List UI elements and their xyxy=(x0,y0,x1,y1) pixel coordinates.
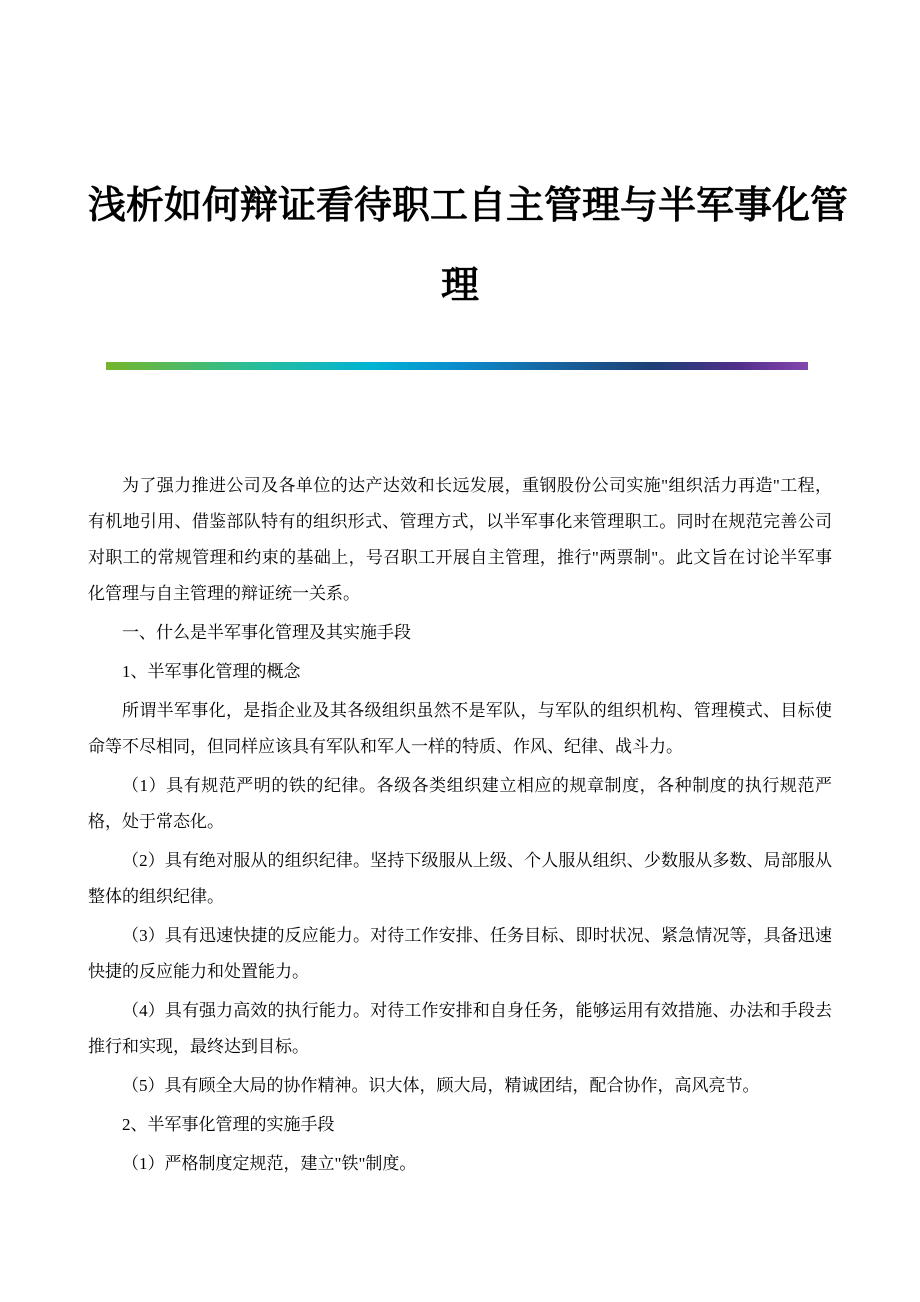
title-line-2: 理 xyxy=(440,265,479,307)
title-line-1: 浅析如何辩证看待职工自主管理与半军事化管 xyxy=(88,185,849,227)
paragraph-body: （1）严格制度定规范，建立"铁"制度。 xyxy=(122,1154,417,1173)
document-title xyxy=(88,0,849,326)
paragraph-body: （4）具有强力高效的执行能力。对待工作安排和自身任务，能够运用有效措施、办法和手段去推行和实现，最终达到目标。 xyxy=(88,1001,832,1056)
paragraph-body: （2）具有绝对服从的组织纪律。坚持下级服从上级、个人服从组织、少数服从多数、局部服从整体的组织纪律。 xyxy=(88,851,832,906)
paragraph-body: （3）具有迅速快捷的反应能力。对待工作安排、任务目标、即时状况、紧急情况等，具备迅速快捷的反应能力和处置能力。 xyxy=(88,926,832,981)
paragraph-heading-level-1: 一、什么是半军事化管理及其实施手段 xyxy=(122,623,411,642)
paragraph-heading-level-2: 1、半军事化管理的概念 xyxy=(122,662,301,681)
paragraph-body: 为了强力推进公司及各单位的达产达效和长远发展，重钢股份公司实施"组织活力再造"工程，有机地引用、借鉴部队特有的组织形式、管理方式，以半军事化来管理职工。同时在规范完善公司对职工的常规管理和约束的基础上，号召职工开展自主管理，推行"两票制"。此文旨在讨论半军事化管理与自主管理的辩证统一关系。 xyxy=(88,476,832,603)
paragraph-body: 所谓半军事化，是指企业及其各级组织虽然不是军队，与军队的组织机构、管理模式、目标使命等不尽相同，但同样应该具有军队和军人一样的特质、作风、纪律、战斗力。 xyxy=(88,701,832,756)
paragraph-body: （5）具有顾全大局的协作精神。识大体，顾大局，精诚团结，配合协作，高风亮节。 xyxy=(122,1076,760,1095)
document-body xyxy=(88,468,832,1182)
paragraph-body: （1）具有规范严明的铁的纪律。各级各类组织建立相应的规章制度，各种制度的执行规范严格，处于常态化。 xyxy=(88,776,832,831)
paragraph-heading-level-2: 2、半军事化管理的实施手段 xyxy=(122,1115,335,1134)
gradient-divider xyxy=(106,362,808,370)
